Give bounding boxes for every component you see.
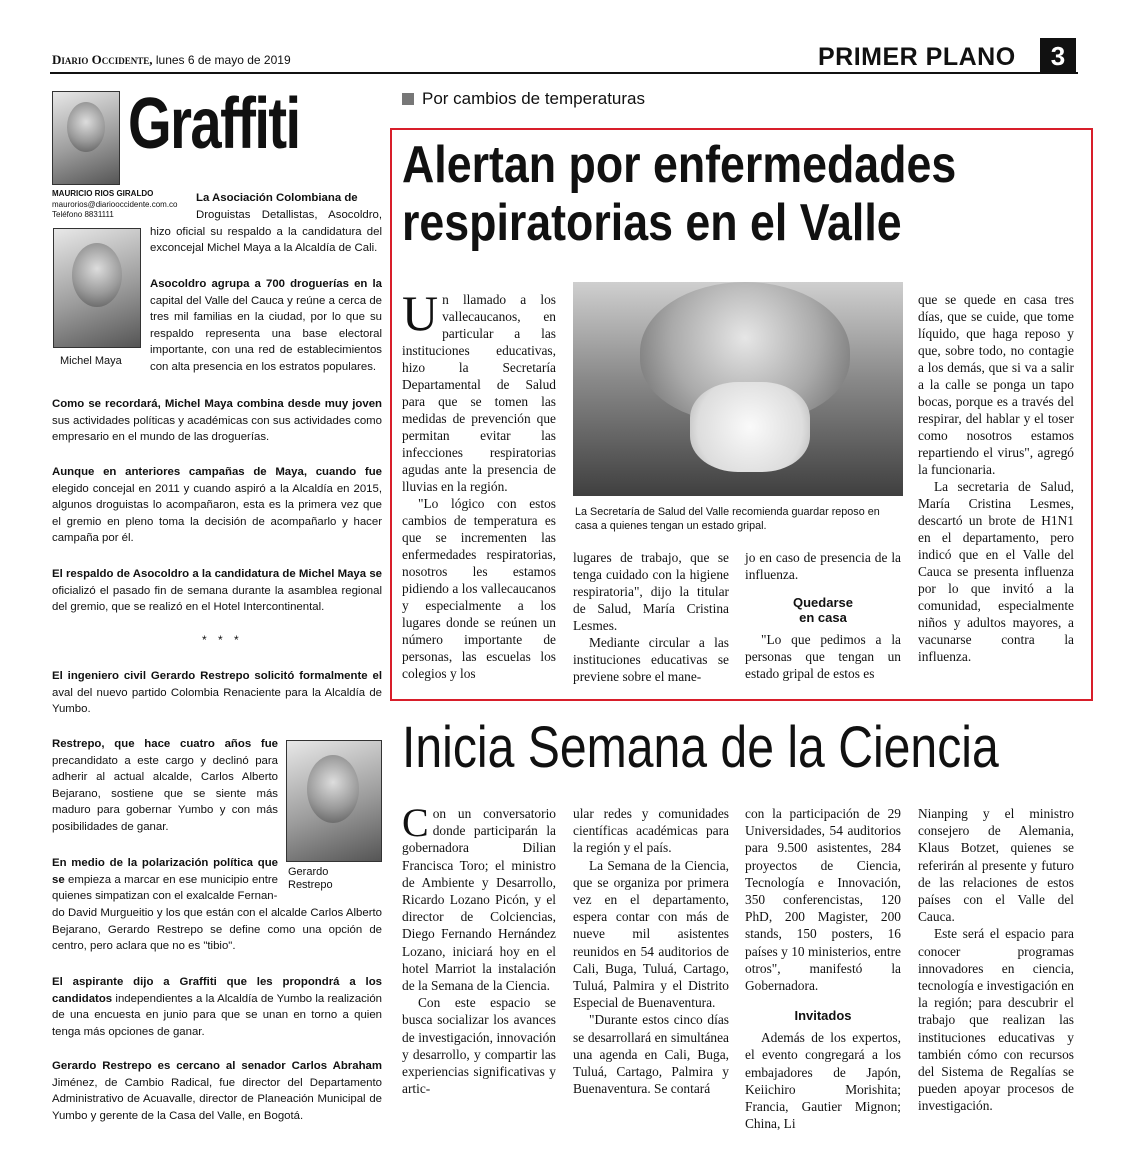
graffiti-paragraph — [196, 190, 382, 207]
drop-cap: C — [402, 800, 429, 845]
newspaper-name: Diario Occidente, — [52, 52, 153, 67]
graffiti-body: precandidato a este cargo y declinó para adherir al actual alcalde, Carlos Alberto Bejarano, sostiene que se siente más maduro para gobernar Yumbo y con más posibilidades de ganar. — [52, 754, 278, 833]
graffiti-paragraph — [52, 668, 382, 718]
article-column — [402, 800, 556, 1097]
article-headline — [402, 136, 956, 252]
article-paragraph: Mediante circular a las instituciones educativas se previene sobre el mane- — [573, 635, 729, 684]
article-paragraph — [402, 800, 556, 994]
graffiti-body: Jiménez, de Cambio Radical, fue director del Departamento Administrativo de Acuavalle, director de Planeación Municipal de Yumbo y gerente de la Casa del Valle, en Bogotá. — [52, 1076, 382, 1122]
article-paragraph: "Lo que pedimos a la personas que tengan un estado gripal de estos es — [745, 632, 901, 681]
graffiti-lead: Aunque en anteriores campañas de Maya, cuando fue — [52, 466, 382, 478]
article-paragraph: con la participación de 29 Universidades, 54 auditorios para 9.500 asistentes, 284 proyectos de Ciencia, Tecnología e Innovación, 350 conferencistas, 120 PhD, 200 Magister, 200 stands, 150 posters, 16 países y 10 ministerios, entre otros", manifestó la Gobernadora. — [745, 806, 901, 994]
article-column — [402, 285, 556, 682]
publication-date: lunes 6 de mayo de 2019 — [152, 53, 291, 67]
graffiti-lead: Asocoldro agrupa a 700 droguerías en la — [150, 278, 382, 290]
caption-line: Restrepo — [288, 879, 333, 891]
graffiti-body: Droguistas Detallistas, Asocoldro, hizo oficial su respaldo a la candidatura del exconcejal Michel Maya a la Alcaldía de Cali. — [150, 209, 382, 255]
graffiti-paragraph — [52, 566, 382, 616]
article-column — [918, 805, 1074, 1115]
article-column — [745, 805, 901, 1132]
graffiti-lead: Restrepo, que hace cuatro años fue — [52, 738, 278, 750]
headline-line: respiratorias en el Valle — [402, 194, 902, 252]
article-paragraph: "Durante estos cinco días se desarrollará en simultánea una agenda en Cali, Buga, Tuluá, Cartago, Palmira y Buenaventura. Se contará — [573, 1012, 729, 1097]
article-paragraph: La Semana de la Ciencia, que se organiza por primera vez en el departamento, espera contar con más de nueve mil asistentes reunidos en 54 auditorios de Cali, Buga, Tuluá, Cartago, Tuluá, Palmira y el Distrito Especial de Buenaventura. — [573, 857, 729, 1011]
column-title: Graffiti — [128, 84, 300, 164]
article-paragraph: jo en caso de presencia de la influenza. — [745, 550, 901, 582]
article-paragraph: La secretaria de Salud, María Cristina Lesmes, descartó un brote de H1N1 en el departamento, pero indicó que en el Valle del Cauca se presenta influenza por lo que invitó a la comunidad, especialmente niños y adultos mayores, a vacunarse contra la influenza. — [918, 479, 1074, 664]
graffiti-paragraph — [52, 905, 382, 955]
graffiti-paragraph — [150, 276, 382, 376]
graffiti-lead: Como se recordará, Michel Maya combina desde muy joven — [52, 398, 382, 410]
graffiti-lead: La Asociación Colombiana de — [196, 192, 358, 204]
graffiti-paragraph — [52, 464, 382, 547]
graffiti-lead: En medio de la polarización política que se — [52, 857, 278, 886]
graffiti-paragraph — [52, 1058, 382, 1124]
graffiti-body: elegido concejal en 2011 y cuando aspiró a la Alcaldía en 2015, algunos droguistas lo acompañaron, esta es la primera vez que el gremio en pleno toma la decisión de acompañarlo y hacer campaña por él. — [52, 482, 382, 545]
michel-maya-caption: Michel Maya — [60, 355, 122, 367]
author-photo — [52, 91, 120, 185]
paragraph-text: n llamado a los vallecaucanos, en particular a las instituciones educativas, hizo la Secretaría Departamental de Salud para que se tomen las medidas de prevención que permitan evitar las infecciones respiratorias agudas ante la presencia de lluvias en la región. — [402, 292, 556, 494]
graffiti-paragraph — [52, 974, 382, 1040]
graffiti-paragraph — [52, 736, 278, 836]
graffiti-lead: El aspirante dijo a Graffiti que les propondrá a los candidatos — [52, 976, 382, 1005]
article-paragraph: ular redes y comunidades científicas académicas para la región y el país. — [573, 806, 729, 856]
graffiti-paragraph — [150, 207, 382, 257]
page-number: 3 — [1040, 38, 1076, 74]
article-paragraph: que se quede en casa tres días, que se cuide, que tome líquido, que haga reposo y que, sobre todo, no contagie a los demás, que si va a salir a la calle se ponga un tapo bocas, porque es a través del respirar, del hablar y el toser como nosotros estamos repartiendo el virus", agregó la funcionaria. — [918, 292, 1074, 477]
paragraph-text: on un conversatorio donde participarán la gobernadora Dilian Francisca Toro; el ministro de Ambiente y Desarrollo, Ricardo Lozano Picón, y el director de Colciencias, Diego Fernando Hernández Lozano, iniciará hoy en el hotel Marriot la instalación de la Semana de la Ciencia. — [402, 806, 556, 994]
caption-text: del Valle recomienda guardar reposo en casa a quienes tengan un estado gripal. — [575, 506, 880, 532]
graffiti-body: aval del nuevo partido Colombia Renaciente para la Alcaldía de Yumbo. — [52, 686, 382, 716]
graffiti-body: independientes a la Alcaldía de Yumbo la realización de una encuesta en junio para que se unan en torno a quien tenga más opciones de ganar. — [52, 992, 382, 1038]
article-paragraph: "Lo lógico con estos cambios de temperatura es que se incrementen las enfermedades respiratorias, nosotros les estamos pidiendo a los vallecaucanos y especialmente a los lugares donde se reúnen un número importante de personas, las escuelas los colegios y los — [402, 496, 556, 681]
article-paragraph: Además de los expertos, el evento congregará a los embajadores de Japón, Keiichiro Morishita; Francia, Gautier Mignon; China, Li — [745, 1030, 901, 1132]
drop-cap: U — [402, 285, 439, 341]
graffiti-body: oficializó el pasado fin de semana durante la asamblea regional del gremio, que se realizó en el Hotel Intercontinental. — [52, 584, 382, 614]
caption-line: Gerardo — [288, 866, 329, 878]
article-paragraph: Este será el espacio para conocer programas innovadores en ciencia, tecnología e investigación en la región; para descubrir el trabajo que realizan las instituciones educativas y también cómo con recursos del Sistema de Regalías se pueden apoyar procesos de investigación. — [918, 926, 1074, 1114]
article-paragraph: lugares de trabajo, que se tenga cuidado con la higiene respiratoria", dijo la titular de Salud, María Cristina Lesmes. — [573, 550, 729, 633]
article-kicker: Por cambios de temperaturas — [422, 89, 645, 108]
graffiti-paragraph — [52, 855, 278, 905]
caption-lead: La Secretaría de Salud — [575, 506, 686, 518]
graffiti-body: sus actividades políticas y académicas con sus actividades como empresario en el mundo de las droguerías. — [52, 414, 382, 444]
section-separator: * * * — [202, 633, 243, 647]
article-column — [918, 291, 1074, 665]
kicker-square — [402, 93, 414, 105]
article-column — [745, 549, 901, 682]
article-subhead — [745, 595, 901, 625]
article-paragraph: Nianping y el ministro consejero de Alemania, Klaus Botzet, quienes se referirán al presente y futuro de las relaciones de estos países con el Valle del Cauca. — [918, 806, 1074, 925]
header-rule — [50, 72, 1078, 74]
graffiti-paragraph — [52, 396, 382, 446]
graffiti-lead: El respaldo de Asocoldro a la candidatura de Michel Maya se — [52, 568, 382, 580]
graffiti-body: empieza a marcar en ese municipio entre quienes simpatizan con el exalcalde Fernan- — [52, 873, 278, 903]
article-column — [573, 549, 729, 685]
headline-line: Alertan por enfermedades — [402, 136, 957, 194]
article-subhead: Invitados — [794, 1008, 852, 1024]
author-name: MAURICIO RIOS GIRALDO — [52, 189, 154, 198]
graffiti-body: capital del Valle del Cauca y reúne a cerca de tres mil familias en la ciudad, por lo que su respaldo representa una base electoral importante, con una red de establecimientos con alta presencia en los estratos populares. — [150, 294, 382, 373]
article-column — [573, 805, 729, 1097]
header-dateline — [52, 52, 291, 68]
author-email: maurorios@diariooccidente.com.co — [52, 200, 178, 209]
graffiti-lead: El ingeniero civil Gerardo Restrepo solicitó formalmente el — [52, 670, 382, 682]
article-paragraph — [402, 285, 556, 495]
section-title: PRIMER PLANO — [818, 43, 1016, 71]
subhead-line: en casa — [799, 610, 847, 625]
article-paragraph: Con este espacio se busca socializar los avances de investigación, innovación y desarrollo, y compartir las experiencias significativas y artic- — [402, 995, 556, 1097]
gerardo-restrepo-photo — [286, 740, 382, 862]
photo-caption — [575, 505, 905, 533]
author-phone: Teléfono 8831111 — [52, 210, 114, 219]
michel-maya-photo — [53, 228, 141, 348]
graffiti-body: do David Murgueitio y los que están con el alcalde Carlos Alberto Bejarano, Gerardo Restrepo se define como una opción de centro, pero aclara que no es "tibio". — [52, 907, 382, 953]
article-headline: Inicia Semana de la Ciencia — [402, 715, 999, 780]
photo-tissue — [690, 382, 810, 472]
subhead-line: Quedarse — [793, 595, 853, 610]
graffiti-lead: Gerardo Restrepo es cercano al senador Carlos Abraham — [52, 1060, 382, 1072]
gerardo-restrepo-caption — [288, 866, 333, 892]
